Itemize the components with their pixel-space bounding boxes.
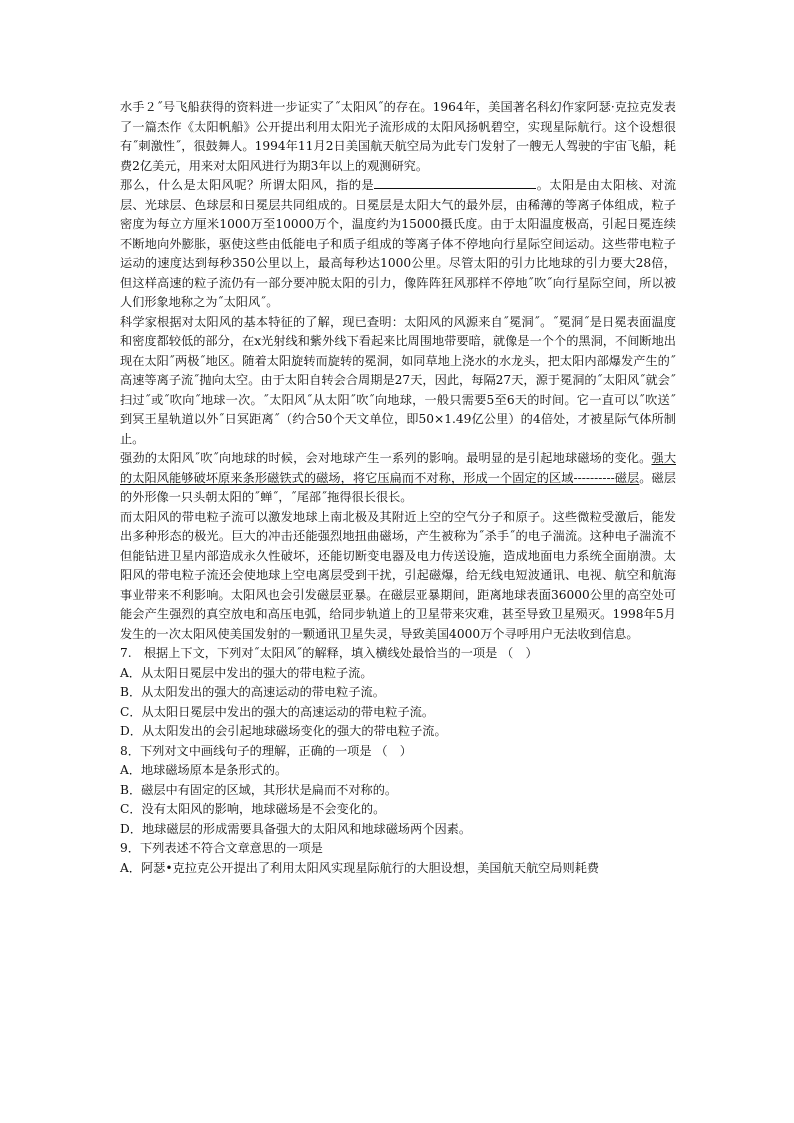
document-page: [120, 98, 676, 878]
paragraph-1: 水手２˝号飞船获得的资料进一步证实了˝太阳风˝的存在。1964年，美国著名科幻作家阿瑟·克拉克发表了一篇杰作《太阳帆船》公开提出利用太阳光子流形成的太阳风扬帆碧空，实现星际航行。这个设想很有˝刺激性˝，很鼓舞人。1994年11月2日美国航天航空局为此专门发射了一艘无人驾驶的宇宙飞船，耗费2亿美元，用来对太阳风进行为期3年以上的观测研究。: [120, 100, 676, 173]
paragraph-2-lead: 那么，什么是太阳风呢？所谓太阳风，指的是: [120, 178, 375, 192]
question-8-option-a: A．地球磁场原本是条形式的。: [120, 763, 288, 777]
question-8-option-b: B．磁层中有固定的区域，其形状是扁而不对称的。: [120, 782, 398, 797]
question-7-option-a: A．从太阳日冕层中发出的强大的带电粒子流。: [120, 665, 373, 680]
answer-blank: [374, 176, 536, 189]
paragraph-5: 而太阳风的带电粒子流可以激发地球上南北极及其附近上空的空气分子和原子。这些微粒受激后，能发出多种形态的极光。巨大的冲击还能强烈地扭曲磁场，产生被称为˝杀手˝的电子湍流。这种电子湍流不但能钻进卫星内部造成永久性破坏，还能切断变电器及电力传送设施，造成地面电力系统全面崩溃。太阳风的带电粒子流还会使地球上空电离层受到干扰，引起磁爆，给无线电短波通讯、电视、航空和航海事业带来不利影响。太阳风也会引发磁层亚暴。在磁层亚暴期间，距离地球表面36000公里的高空处可能会产生强烈的真空放电和高压电弧，给同步轨道上的卫星带来灾难，甚至导致卫星殒灭。1998年5月发生的一次太阳风使美国发射的一颗通讯卫星失灵，导致美国4000万个寻呼用户无法收到信息。: [120, 509, 676, 641]
question-8: 8．下列对文中画线句子的理解，正确的一项是 （ ）: [120, 743, 412, 758]
paragraph-2: [120, 176, 676, 313]
question-9: 9．下列表述不符合文章意思的一项是: [120, 841, 323, 855]
paragraph-4: [120, 449, 676, 508]
underlined-sentence: 强大的太阳风能够破坏原来条形磁铁式的磁场，将它压扁而不对称，形成一个固定的区域----------磁层: [120, 451, 677, 485]
question-7-option-c: C．从太阳日冕层中发出的强大的高速运动的带电粒子流。: [120, 704, 435, 719]
question-8-option-c: C．没有太阳风的影响，地球磁场是不会变化的。: [120, 802, 386, 816]
question-7: 7. 根据上下文，下列对˝太阳风˝的解释，填入横线处最恰当的一项是 （ ）: [120, 646, 538, 660]
question-7-option-d: D．从太阳发出的会引起地球磁场变化的强大的带电粒子流。: [120, 724, 447, 738]
question-8-option-d: D．地球磁层的形成需要具备强大的太阳风和地球磁场两个因素。: [120, 821, 472, 836]
paragraph-4-tail: 。磁层的外形像一只头朝太阳的˝蝉˝，˝尾部˝拖得很长很长。: [120, 470, 676, 504]
paragraph-2-body: 。太阳是由太阳核、对流层、光球层、色球层和日冕层共同组成的。日冕层是太阳大气的最外层，由稀薄的等离子体组成，粒子密度为每立方厘米1000万至10000万个，温度约为15000摄氏度。由于太阳温度极高，引起日冕连续不断地向外膨胀，驱使这些由低能电子和质子组成的等离子体不停地向行星际空间运动。这些带电粒子运动的速度达到每秒350公里以上，最高每秒达1000公里。尽管太阳的引力比地球的引力要大28倍，但这样高速的粒子流仍有一部分要冲脱太阳的引力，像阵阵狂风那样不停地˝吹˝向行星际空间，所以被人们形象地称之为˝太阳风˝。: [120, 178, 677, 309]
paragraph-4-lead: 强劲的太阳风˝吹˝向地球的时候，会对地球产生一系列的影响。最明显的是引起地球磁场的变化。: [120, 451, 652, 465]
question-7-option-b: B．从太阳发出的强大的高速运动的带电粒子流。: [120, 685, 385, 699]
paragraph-3: 科学家根据对太阳风的基本特征的了解，现已查明：太阳风的风源来自˝冕洞˝。˝冕洞˝是日冕表面温度和密度都较低的部分，在x光射线和紫外线下看起来比周围地带要暗，就像是一个个的黑洞，不间断地出现在太阳˝两极˝地区。随着太阳旋转而旋转的冕洞，如同草地上浇水的水龙头，把太阳内部爆发产生的˝高速等离子流˝抛向太空。由于太阳自转会合周期是27天，因此，每隔27天，源于冕洞的˝太阳风˝就会˝扫过˝或˝吹向˝地球一次。˝太阳风˝从太阳˝吹˝向地球，一般只需要5至6天的时间。它一直可以˝吹送˝到冥王星轨道以外˝日冥距离˝（约合50个天文单位，即50×1.49亿公里）的4倍处，才被星际气体所制止。: [120, 314, 676, 446]
question-9-option-a: A．阿瑟•克拉克公开提出了利用太阳风实现星际航行的大胆设想，美国航天航空局则耗费: [120, 860, 600, 875]
